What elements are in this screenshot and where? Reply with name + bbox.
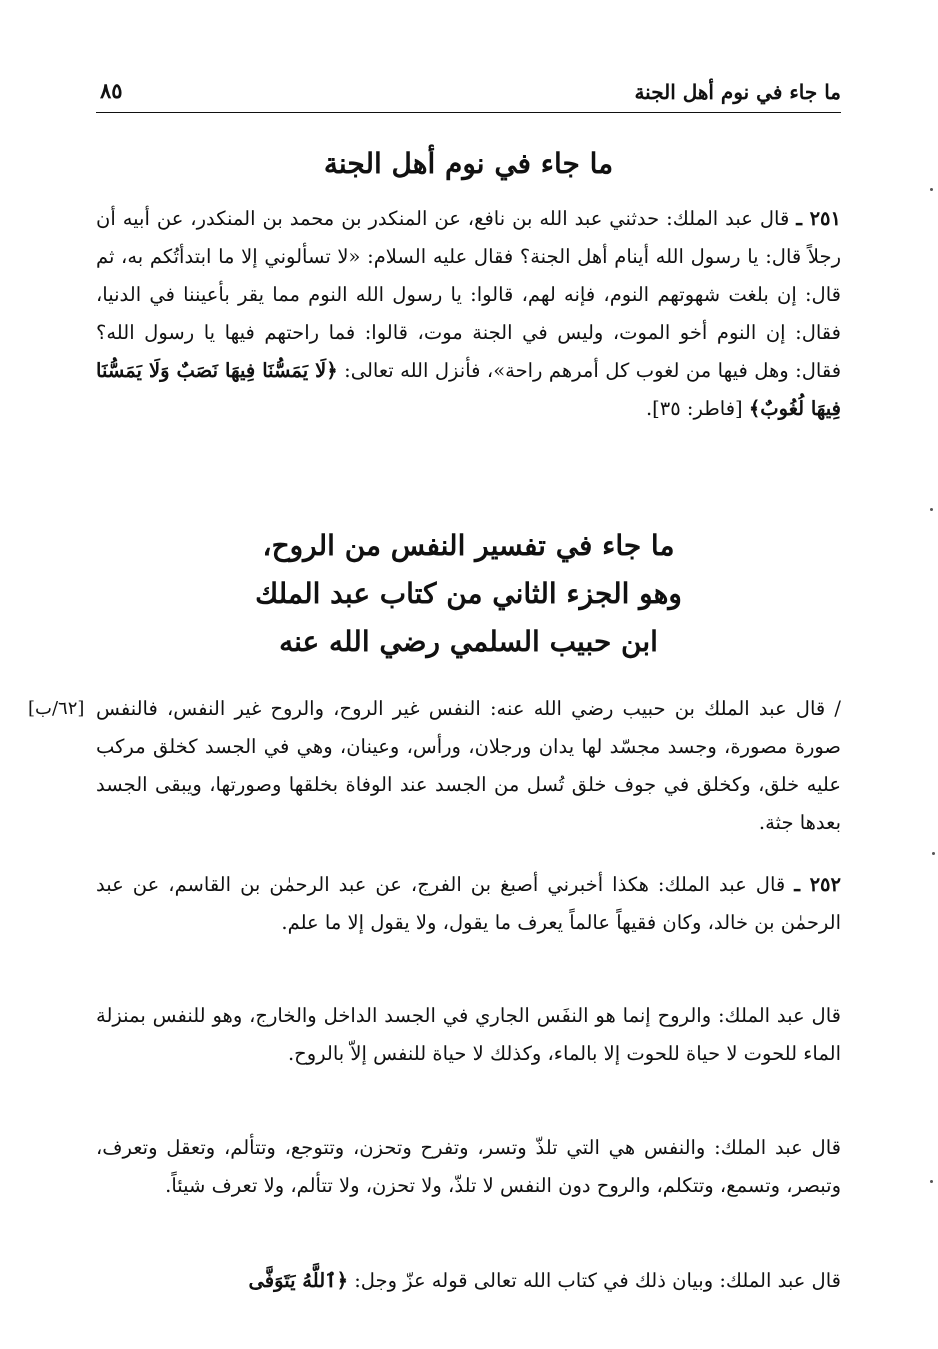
paragraph-252-text: قال عبد الملك: هكذا أخبرني أصبغ بن الفرج، عن عبد الرحمٰن بن القاسم، عن عبد الرحمٰن بن خالد، وكان فقيهاً عالماً يعرف ما يقول، ولا يقول إلا ما علم. [96, 873, 841, 934]
hadith-number-251: ٢٥١ ـ [796, 207, 841, 230]
heading-line-2: وهو الجزء الثاني من كتاب عبد الملك [255, 577, 682, 610]
page-number: ٨٥ [100, 78, 123, 103]
running-header [96, 72, 841, 113]
quran-verse-fatir: ﴿لَا يَمَسُّنَا فِيهَا نَصَبٌ وَلَا يَمَسُّنَا فِيهَا لُغُوبٌ﴾ [96, 359, 841, 420]
paragraph-intro: / قال عبد الملك بن حبيب رضي الله عنه: النفس غير الروح، والروح غير النفس، فالنفس صورة مصورة، وجسد مجسّد لها يدان ورجلان، ورأس، وعينان، وهي في الجسد كخلق مركب عليه خلق، وكخلق في جوف خلق تُسل من الجسد عند الوفاة بخلقها وصورتها، ويبقى الجسد بعدها جثة. [96, 697, 841, 834]
scan-speck [930, 508, 933, 511]
scan-speck [930, 188, 933, 191]
running-title: ما جاء في نوم أهل الجنة [634, 80, 841, 104]
paragraph-251-text: قال عبد الملك: حدثني عبد الله بن نافع، عن المنكدر بن محمد بن المنكدر، عن أبيه أن رجلاً قال: يا رسول الله أينام أهل الجنة؟ فقال عليه السلام: «لا تسألوني إلا ما ابتدأتُكم به، ثم قال: إن بلغت شهوتهم النوم، فإنه لهم، قالوا: يا رسول الله النوم مما يقر بأعيننا في الدنيا، فقال: إن النوم أخو الموت، وليس في الجنة موت، قالوا: فما راحتهم فيها يا رسول الله؟ فقال: وهل فيها من لغوب كل أمرهم راحة»، فأنزل الله تعالى: [96, 207, 842, 382]
heading-line-1: ما جاء في تفسير النفس من الروح، [262, 529, 675, 562]
verse-reference: [فاطر: ٣٥]. [645, 397, 743, 420]
section-heading-sleep: ما جاء في نوم أهل الجنة [323, 147, 614, 180]
heading-line-3: ابن حبيب السلمي رضي الله عنه [279, 625, 658, 658]
scan-speck [932, 852, 935, 855]
section-heading-soul [96, 522, 841, 666]
hadith-number-252: ٢٥٢ ـ [794, 873, 841, 896]
paragraph-252 [96, 866, 841, 942]
manuscript-folio-note: [٦٢/ب] [28, 698, 85, 719]
paragraph-quran-evidence [96, 1262, 841, 1300]
paragraph-251 [96, 200, 841, 428]
quran-verse-start: ﴿ٱللَّهُ يَتَوَفَّى [248, 1269, 348, 1292]
paragraph-spirit: قال عبد الملك: والروح إنما هو النفَس الجاري في الجسد الداخل والخارج، وهو للنفس بمنزلة الماء للحوت لا حياة للحوت إلا بالماء، وكذلك لا حياة للنفس إلاّ بالروح. [96, 1004, 841, 1065]
scan-speck [930, 1180, 933, 1183]
paragraph-5-text: قال عبد الملك: وبيان ذلك في كتاب الله تعالى قوله عزّ وجل: [354, 1269, 841, 1292]
paragraph-soul-feelings: قال عبد الملك: والنفس هي التي تلذّ وتسر، وتفرح وتحزن، وتتوجع، وتتألم، وتعقل وتعرف، وتبصر، وتسمع، وتتكلم، والروح دون النفس لا تلذّ، ولا تحزن، ولا تتألم، ولا تعرف شيئاً. [96, 1136, 841, 1197]
